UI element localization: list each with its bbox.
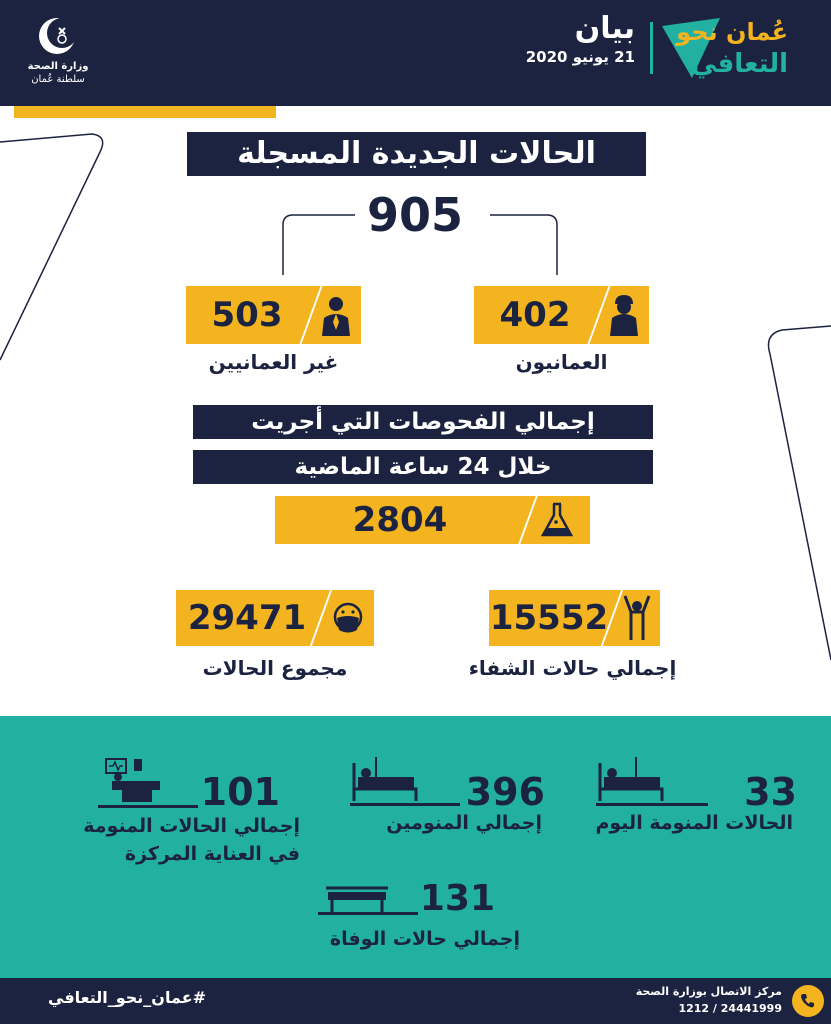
icu-underline	[98, 805, 198, 808]
statement-title: بيان	[574, 11, 635, 46]
omani-value: 402	[499, 295, 571, 335]
lab-flask-icon	[537, 502, 577, 538]
omani-box	[474, 286, 649, 344]
hospital-bed-icon	[596, 755, 666, 803]
tests-value: 2804	[352, 500, 448, 540]
non-omani-value: 503	[211, 295, 283, 335]
header-divider	[650, 22, 653, 74]
total-admitted-value: 396	[465, 770, 545, 814]
masked-face-icon	[328, 600, 368, 638]
hospital-bed-icon	[322, 878, 392, 916]
today-admitted-value: 33	[744, 770, 797, 814]
person-raised-arms-icon	[617, 594, 657, 642]
recovered-box	[489, 590, 660, 646]
hospital-bed-icon	[350, 755, 420, 803]
deaths-underline	[318, 912, 418, 915]
decor-outline-right	[760, 320, 831, 670]
admitted-underline	[350, 803, 460, 806]
today-underline	[596, 803, 708, 806]
today-admitted-label: الحالات المنومة اليوم	[595, 812, 793, 834]
icu-value: 101	[200, 770, 280, 814]
total-cases-box	[176, 590, 374, 646]
tests-heading-line1: إجمالي الفحوصات التي أجريت	[193, 405, 653, 439]
statement-date: 21 يونيو 2020	[525, 48, 635, 66]
non-omani-label: غير العمانيين	[208, 350, 339, 374]
bracket-lines	[275, 205, 565, 277]
hashtag: #عمان_نحو_التعافي	[48, 988, 207, 1007]
accent-bar	[14, 106, 276, 118]
campaign-logo-text: عُمان نحو التعافي	[676, 18, 788, 79]
non-omani-box	[186, 286, 361, 344]
tests-box	[275, 496, 590, 544]
deaths-label: إجمالي حالات الوفاة	[329, 928, 520, 950]
businessman-icon	[316, 294, 356, 336]
male-icon	[604, 294, 644, 336]
deaths-value: 131	[419, 878, 495, 919]
footer-bar	[0, 978, 831, 1024]
icu-label: إجمالي الحالات المنومة في العناية المركزة	[83, 815, 300, 865]
total-cases-label: مجموع الحالات	[202, 656, 348, 680]
new-cases-heading: الحالات الجديدة المسجلة	[187, 132, 646, 176]
phone-icon[interactable]	[792, 985, 824, 1017]
header-bar	[0, 0, 831, 106]
ministry-logo-icon	[35, 14, 79, 58]
icu-bed-monitor-icon	[100, 755, 170, 805]
ministry-name: وزارة الصحة سلطنة عُمان	[27, 61, 89, 85]
new-cases-total: 905	[366, 188, 464, 242]
decor-outline-left	[0, 130, 110, 380]
omani-label: العمانيون	[515, 350, 608, 374]
total-cases-value: 29471	[187, 598, 307, 638]
tests-heading-line2: خلال 24 ساعة الماضية	[193, 450, 653, 484]
recovered-label: إجمالي حالات الشفاء	[468, 656, 677, 680]
recovered-value: 15552	[489, 598, 609, 638]
total-admitted-label: إجمالي المنومين	[386, 812, 542, 834]
contact-info: مركز الاتصال بوزارة الصحة 1212 / 24441999	[635, 985, 782, 1015]
